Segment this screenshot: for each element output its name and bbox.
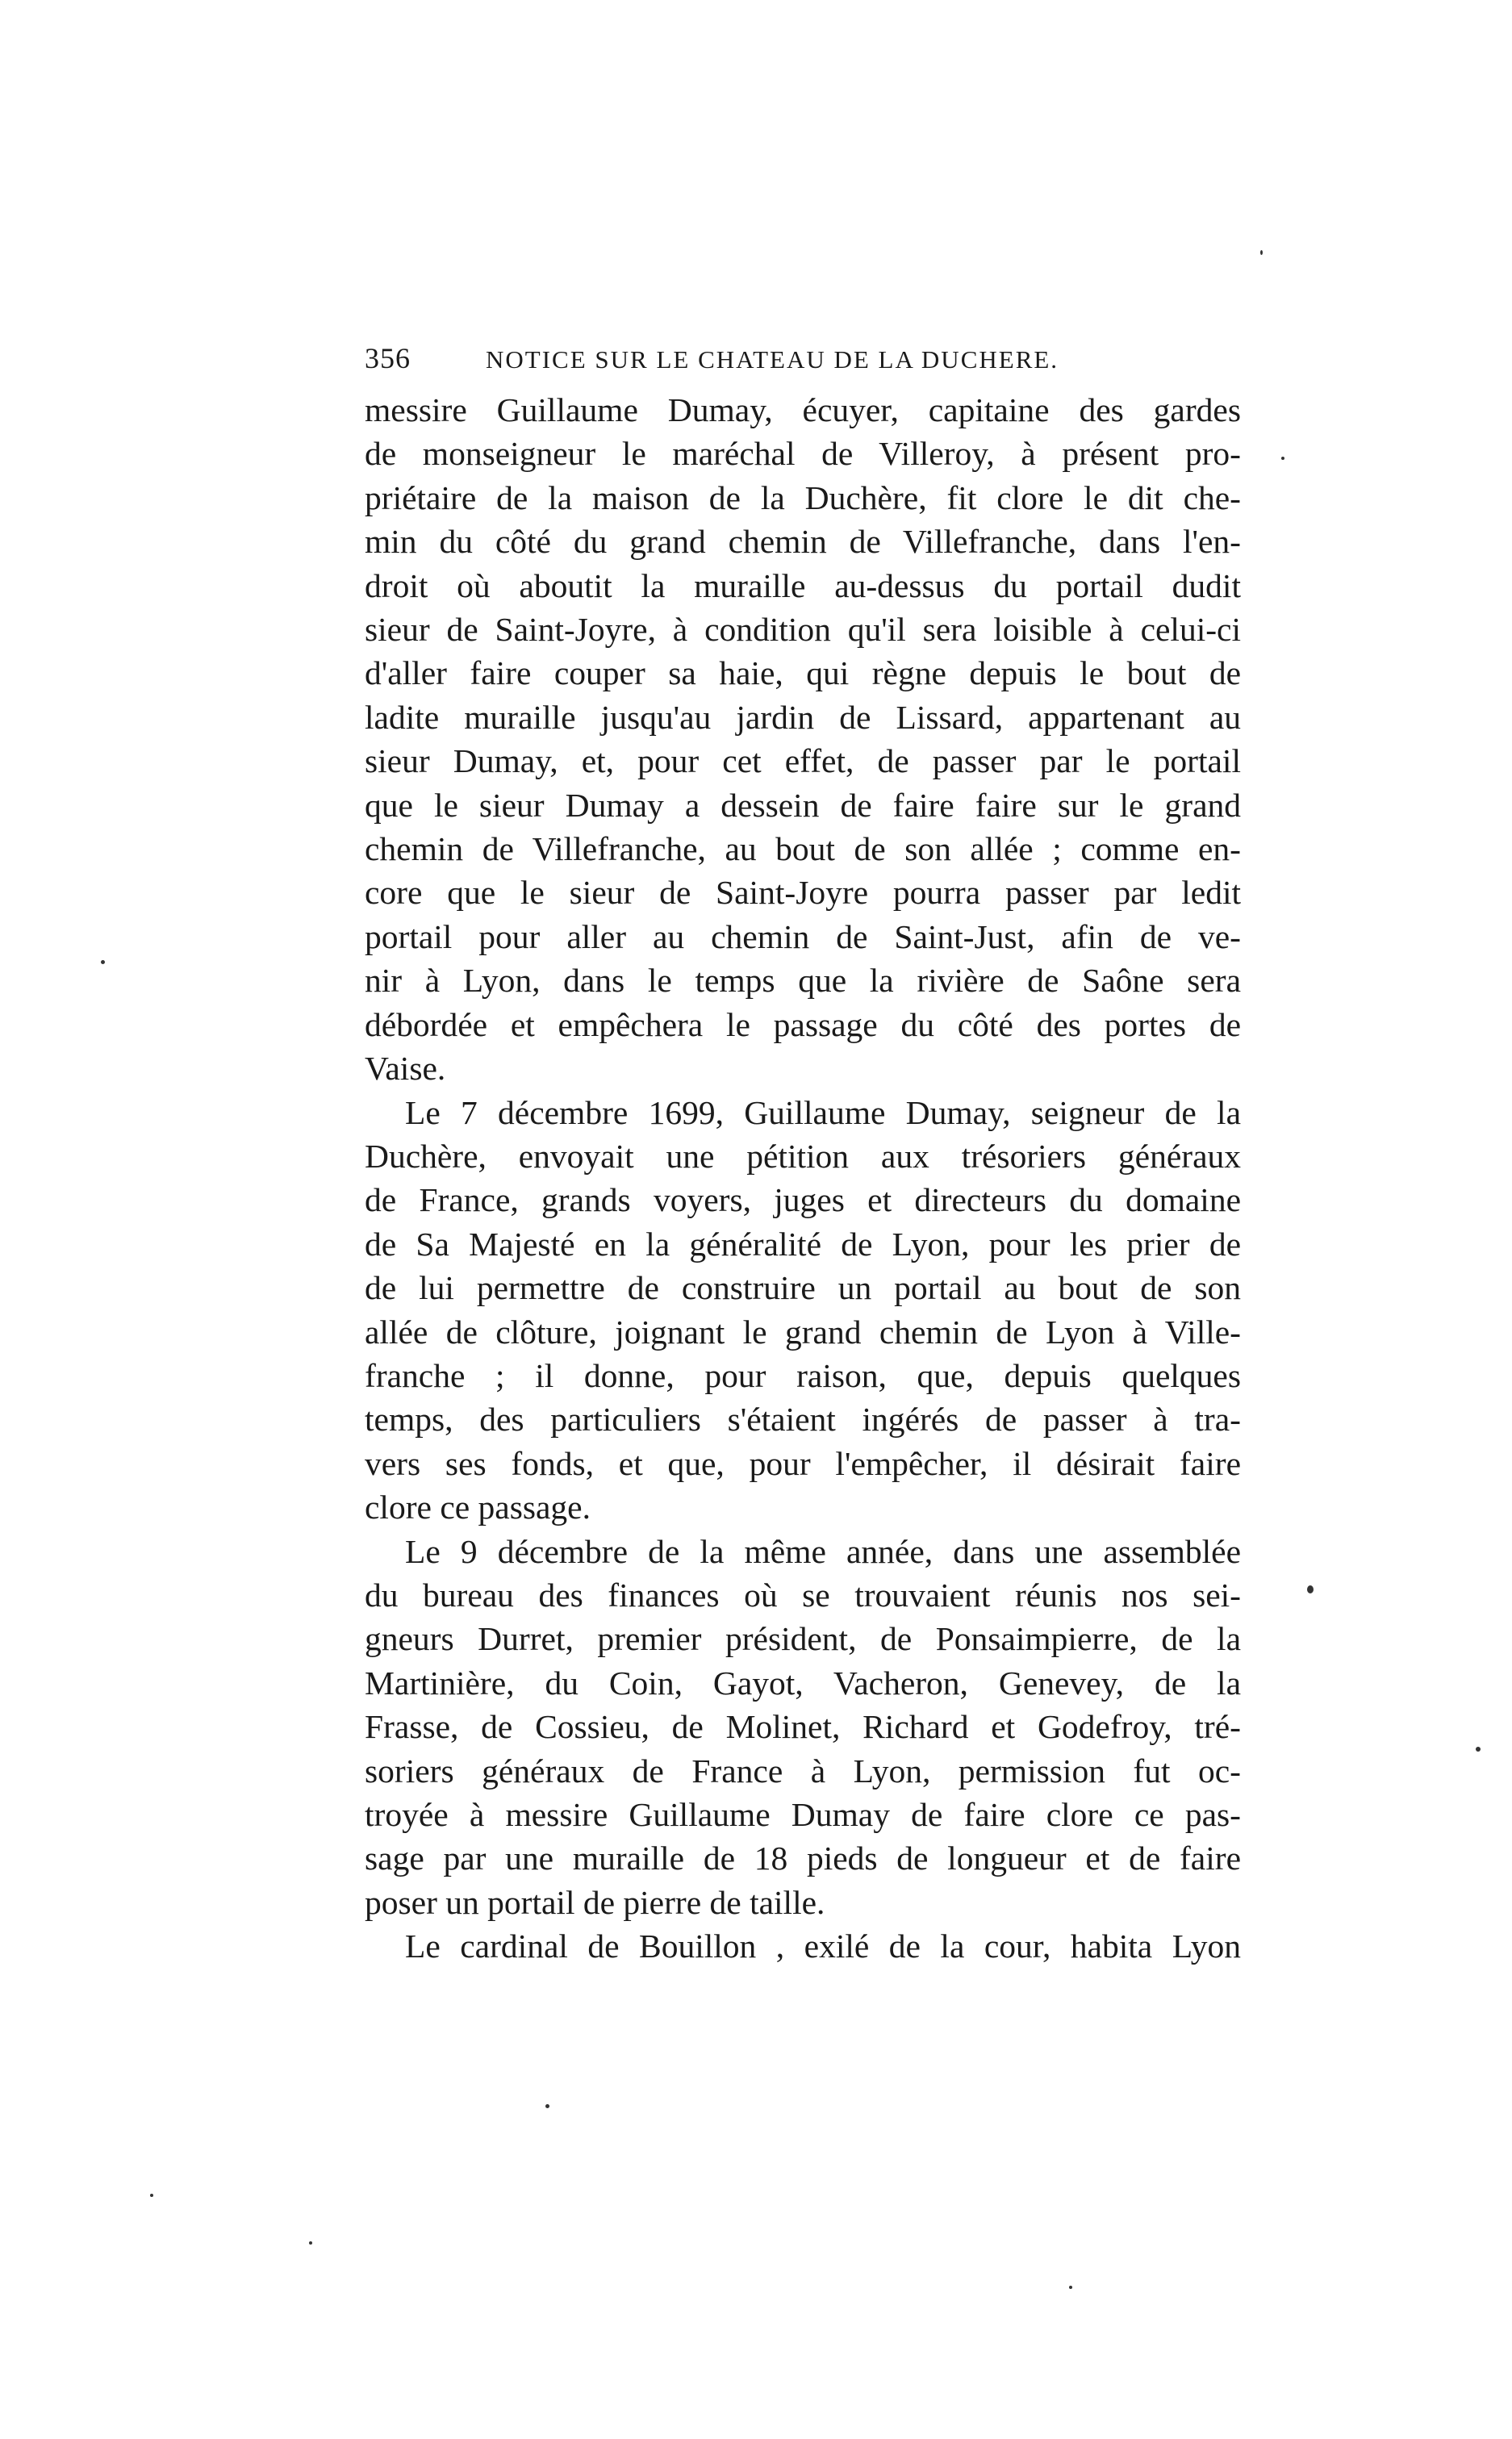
text-line: franche ; il donne, pour raison, que, depuis quelques xyxy=(365,1356,1241,1394)
text-line: droit où aboutit la muraille au-dessus du portail dudit xyxy=(365,566,1241,604)
text-line: Frasse, de Cossieu, de Molinet, Richard et Godefroy, tré- xyxy=(365,1708,1241,1746)
text-line: sieur de Saint-Joyre, à condition qu'il sera loisible à celui-ci xyxy=(365,611,1241,649)
text-line: Duchère, envoyait une pétition aux trésoriers généraux xyxy=(365,1137,1241,1175)
text-line: sage par une muraille de 18 pieds de longueur et de faire xyxy=(365,1840,1241,1877)
paragraph-start-line: Le 7 décembre 1699, Guillaume Dumay, seigneur de la xyxy=(405,1093,1241,1131)
paragraph-end-line: poser un portail de pierre de taille. xyxy=(365,1883,825,1921)
text-line: de monseigneur le maréchal de Villeroy, à présent pro- xyxy=(365,435,1241,473)
text-line: gneurs Durret, premier président, de Ponsaimpierre, de la xyxy=(365,1620,1241,1658)
text-line: chemin de Villefranche, au bout de son allée ; comme en- xyxy=(365,830,1241,868)
text-line: temps, des particuliers s'étaient ingérés de passer à tra- xyxy=(365,1401,1241,1439)
scan-speck xyxy=(1069,2286,1072,2289)
body-text xyxy=(365,388,1275,1969)
scan-speck xyxy=(101,960,105,964)
text-line: Martinière, du Coin, Gayot, Vacheron, Genevey, de la xyxy=(365,1664,1241,1702)
text-line: de Sa Majesté en la généralité de Lyon, pour les prier de xyxy=(365,1225,1241,1263)
page-number: 356 xyxy=(365,342,411,374)
scan-speck xyxy=(1476,1747,1481,1752)
text-line: troyée à messire Guillaume Dumay de faire clore ce pas- xyxy=(365,1796,1241,1833)
scan-speck xyxy=(1260,250,1263,255)
text-line: débordée et empêchera le passage du côté des portes de xyxy=(365,1005,1241,1043)
running-head xyxy=(365,341,1275,377)
text-line: ladite muraille jusqu'au jardin de Lissard, appartenant au xyxy=(365,698,1241,736)
scan-speck xyxy=(150,2194,153,2197)
running-title: NOTICE SUR LE CHATEAU DE LA DUCHERE. xyxy=(486,345,1059,374)
scan-speck xyxy=(1281,457,1284,460)
text-line: allée de clôture, joignant le grand chemin de Lyon à Ville- xyxy=(365,1313,1241,1351)
scan-speck xyxy=(309,2241,312,2245)
paragraph-start-line: Le 9 décembre de la même année, dans une assemblée xyxy=(405,1532,1241,1570)
text-line: d'aller faire couper sa haie, qui règne depuis le bout de xyxy=(365,654,1241,692)
text-line: core que le sieur de Saint-Joyre pourra passer par ledit xyxy=(365,874,1241,912)
text-line: de France, grands voyers, juges et directeurs du domaine xyxy=(365,1181,1241,1219)
text-line: soriers généraux de France à Lyon, permission fut oc- xyxy=(365,1752,1241,1790)
page-content xyxy=(365,341,1275,1969)
text-line: du bureau des finances où se trouvaient réunis nos sei- xyxy=(365,1576,1241,1614)
text-line: min du côté du grand chemin de Villefranche, dans l'en- xyxy=(365,523,1241,561)
text-line: de lui permettre de construire un portail au bout de son xyxy=(365,1269,1241,1307)
text-line: portail pour aller au chemin de Saint-Just, afin de ve- xyxy=(365,917,1241,955)
text-line: que le sieur Dumay a dessein de faire faire sur le grand xyxy=(365,786,1241,824)
paragraph-end-line: Vaise. xyxy=(365,1050,446,1088)
paragraph-start-line: Le cardinal de Bouillon , exilé de la cour, habita Lyon xyxy=(405,1927,1241,1965)
scan-speck xyxy=(545,2104,549,2108)
text-line: messire Guillaume Dumay, écuyer, capitaine des gardes xyxy=(365,391,1241,428)
paragraph-end-line: clore ce passage. xyxy=(365,1489,591,1526)
text-line: priétaire de la maison de la Duchère, fit clore le dit che- xyxy=(365,478,1241,516)
text-line: vers ses fonds, et que, pour l'empêcher, il désirait faire xyxy=(365,1444,1241,1482)
text-line: nir à Lyon, dans le temps que la rivière de Saône sera xyxy=(365,962,1241,1000)
text-line: sieur Dumay, et, pour cet effet, de passer par le portail xyxy=(365,742,1241,780)
scan-speck xyxy=(1307,1585,1314,1593)
